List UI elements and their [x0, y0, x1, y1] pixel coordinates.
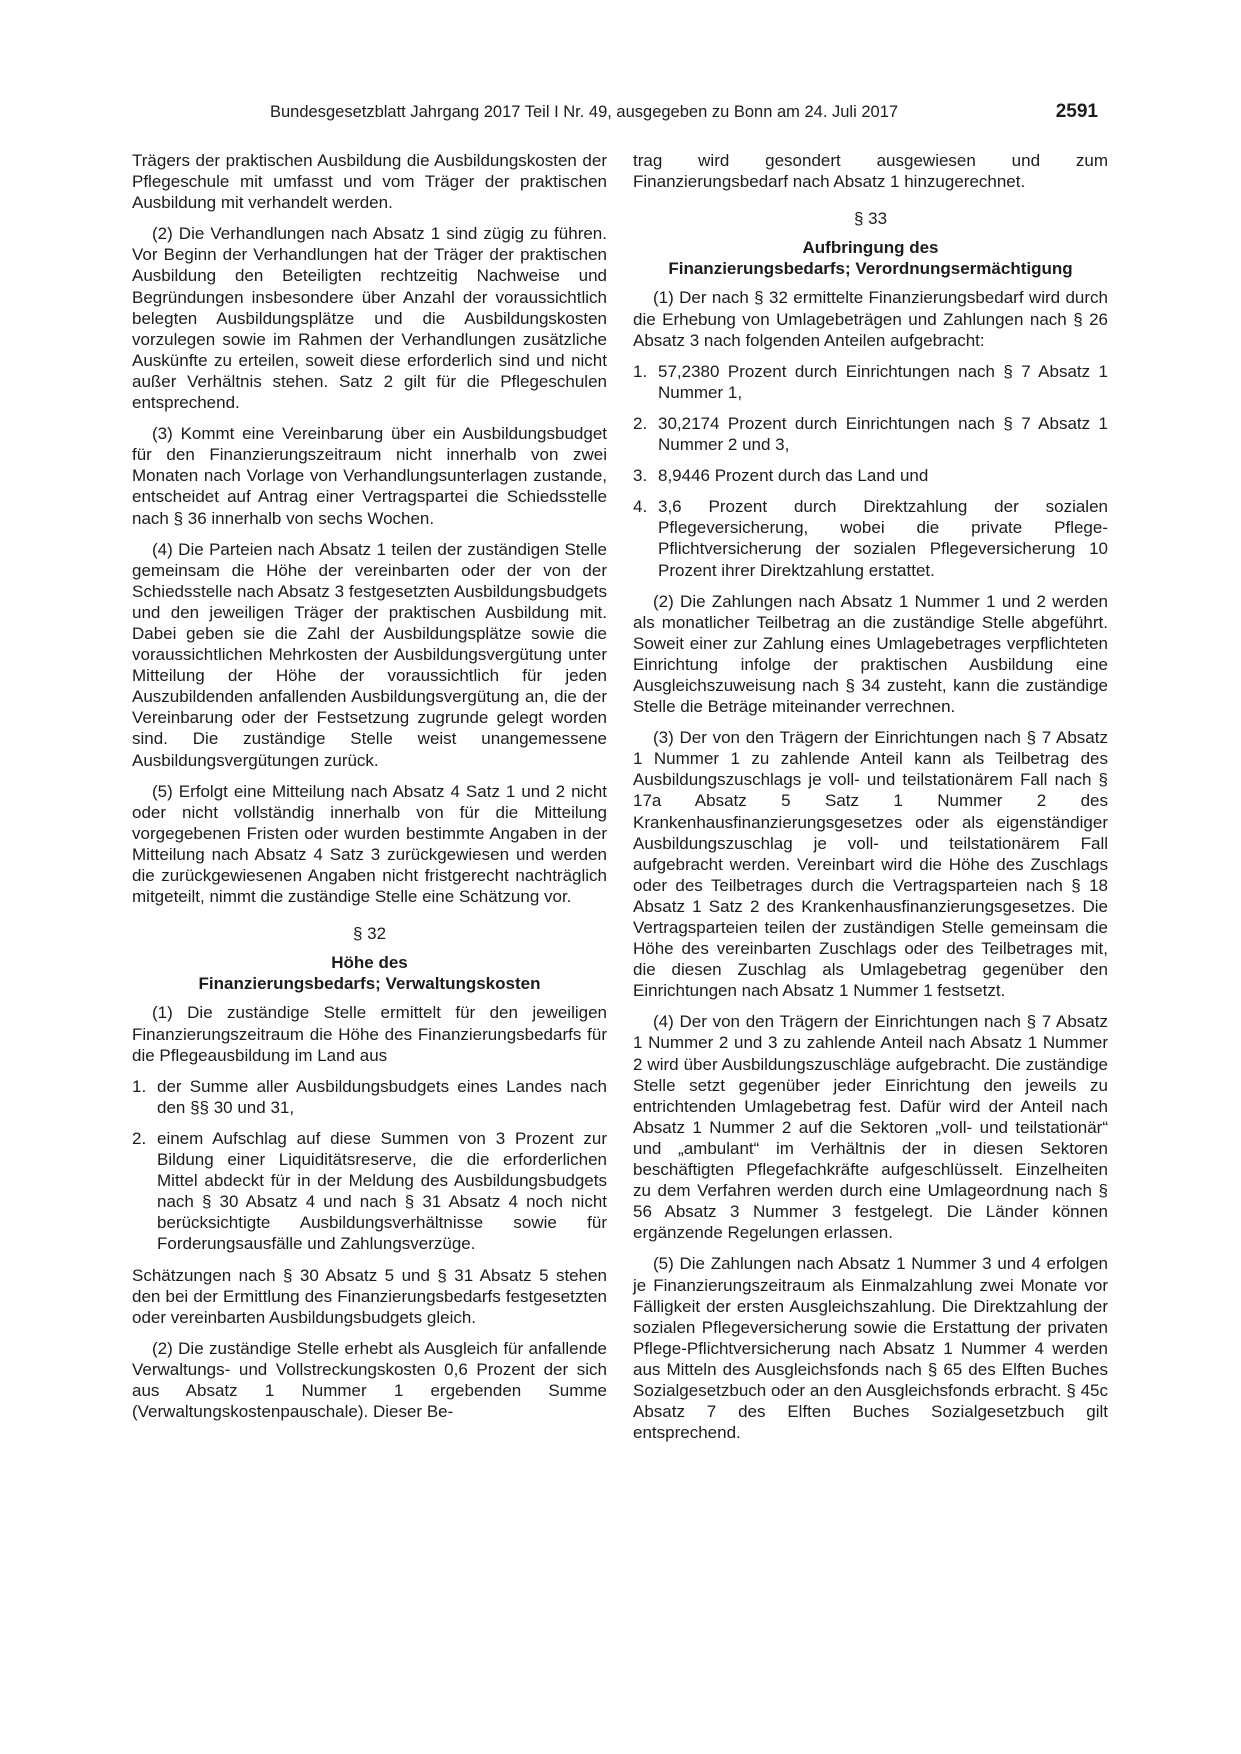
paragraph-continuation: trag wird gesondert ausgewiesen und zum Finanzierungsbedarf nach Absatz 1 hinzugerechnet. [633, 151, 1108, 192]
section-32-title [132, 952, 607, 994]
list-item-number: 2. [633, 413, 648, 433]
list-item-text: 8,9446 Prozent durch das Land und [658, 466, 929, 486]
section-32-list [132, 1076, 607, 1255]
left-column [132, 150, 607, 1432]
paragraph-continuation: Trägers der praktischen Ausbildung die Ausbildungskosten der Pflegeschule mit umfasst und vom Träger der praktischen Ausbildung mit verhandelt werden. [132, 151, 607, 213]
list-item-number: 2. [132, 1128, 147, 1148]
section-32-paragraph-2: (2) Die zuständige Stelle erhebt als Ausgleich für anfallende Verwaltungs- und Vollstreckungskosten 0,6 Prozent der sich aus Absatz 1 Nummer 1 ergebenden Summe (Verwaltungskostenpauschale). Dieser Be- [132, 1338, 607, 1422]
paragraph-5: (5) Erfolgt eine Mitteilung nach Absatz 4 Satz 1 und 2 nicht oder nicht vollständig innerhalb von für die Mitteilung vorgegebenen Fristen oder wurden bestimmte Angaben in der Mitteilung nach Absatz 4 Satz 3 zurückgewiesen und werden die zurückgewiesenen Angaben nicht fristgerecht nachträglich mitgeteilt, nimmt die zuständige Stelle eine Schätzung vor. [132, 781, 607, 907]
section-33-list [633, 361, 1108, 581]
page-number: 2591 [1055, 101, 1098, 122]
running-title: Bundesgesetzblatt Jahrgang 2017 Teil I Nr. 49, ausgegeben zu Bonn am 24. Juli 2017 [270, 103, 899, 121]
section-32-after-list: Schätzungen nach § 30 Absatz 5 und § 31 Absatz 5 stehen den bei der Ermittlung des Finanzierungsbedarfs festgesetzten oder vereinbarten Ausbildungsbudgets gleich. [132, 1265, 607, 1327]
list-item [633, 361, 1108, 403]
list-item-text: einem Aufschlag auf diese Summen von 3 Prozent zur Bildung einer Liquiditätsreserve, die die erforderlichen Mittel abdeckt für in der Meldung des Ausbildungsbudgets nach § 30 Absatz 4 und nach § 31 Absatz 4 noch nicht berücksichtigte Ausbildungsverhältnisse sowie für Forderungsausfälle und Zahlungsverzüge. [157, 1128, 607, 1254]
paragraph-4: (4) Die Parteien nach Absatz 1 teilen der zuständigen Stelle gemeinsam die Höhe der vereinbarten oder der von der Schiedsstelle nach Absatz 3 festgesetzten Ausbildungsbudgets und den jeweiligen Träger der praktischen Ausbildung mit. Dabei geben sie die Zahl der Ausbildungsplätze sowie die voraussichtlichen Mehrkosten der Ausbildungsvergütung unter Mitteilung der Höhe der voraussichtlich für jeden Auszubildenden anfallenden Ausbildungsvergütung an, die der Vereinbarung oder der Festsetzung zugrunde gelegt worden sind. Die zuständige Stelle weist unangemessene Ausbildungsvergütungen zurück. [132, 539, 607, 770]
list-item-number: 1. [633, 361, 648, 381]
list-item [633, 465, 1108, 486]
list-item-text: der Summe aller Ausbildungsbudgets eines Landes nach den §§ 30 und 31, [157, 1076, 607, 1117]
section-33-paragraph-2: (2) Die Zahlungen nach Absatz 1 Nummer 1 und 2 werden als monatlicher Teilbetrag an die zuständige Stelle abgeführt. Soweit einer zur Zahlung eines Umlagebetrages verpflichteten Einrichtung infolge der praktischen Ausbildung eine Ausgleichszuweisung nach § 34 zusteht, kann die zuständige Stelle die Beträge miteinander verrechnen. [633, 591, 1108, 717]
section-33-title-line2: Finanzierungsbedarfs; Verordnungsermächtigung [668, 259, 1073, 279]
list-item-number: 1. [132, 1076, 147, 1096]
list-item-text: 3,6 Prozent durch Direktzahlung der sozialen Pflegeversicherung, wobei die private Pflege-Pflichtversicherung der sozialen Pflegeversicherung 10 Prozent ihrer Direktzahlung erstattet. [658, 497, 1108, 580]
paragraph-2: (2) Die Verhandlungen nach Absatz 1 sind zügig zu führen. Vor Beginn der Verhandlungen hat der Träger der praktischen Ausbildung den Beteiligten rechtzeitig Nachweise und Begründungen insbesondere über Anzahl der voraussichtlich belegten Ausbildungsplätze und die Ausbildungskosten vorzulegen sowie im Rahmen der Verhandlungen zusätzliche Auskünfte zu erteilen, soweit diese erforderlich sind und nicht außer Verhältnis stehen. Satz 2 gilt für die Pflegeschulen entsprechend. [132, 224, 607, 413]
list-item [633, 413, 1108, 455]
list-item [132, 1076, 607, 1118]
section-33-paragraph-3: (3) Der von den Trägern der Einrichtungen nach § 7 Absatz 1 Nummer 1 zu zahlende Anteil kann als Teilbetrag des Ausbildungszuschlags je voll- und teilstationärem Fall nach § 17a Absatz 5 Satz 1 Nummer 2 des Krankenhausfinanzierungsgesetzes oder als eigenständiger Ausbildungszuschlag je voll- und teilstationärem Fall aufgebracht werden. Vereinbart wird die Höhe des Zuschlags oder des Teilbetrages durch die Vertragsparteien nach § 18 Absatz 1 Satz 2 des Krankenhausfinanzierungsgesetzes. Die Vertragsparteien teilen der zuständigen Stelle gemeinsam die Höhe des vereinbarten Zuschlags oder des Teilbetrages mit, die diesen Zuschlag als Umlagebetrag gegenüber den Einrichtungen nach Absatz 1 Nummer 1 festsetzt. [633, 728, 1108, 1001]
paragraph-3: (3) Kommt eine Vereinbarung über ein Ausbildungsbudget für den Finanzierungszeitraum nicht innerhalb von zwei Monaten nach Vorlage von Verhandlungsunterlagen zustande, entscheidet auf Antrag einer Vertragspartei die Schiedsstelle nach § 36 innerhalb von sechs Wochen. [132, 424, 607, 528]
list-item [132, 1128, 607, 1255]
list-item [633, 496, 1108, 580]
section-33-paragraph-1: (1) Der nach § 32 ermittelte Finanzierungsbedarf wird durch die Erhebung von Umlagebeträgen und Zahlungen nach § 26 Absatz 3 nach folgenden Anteilen aufgebracht: [633, 288, 1108, 350]
list-item-text: 57,2380 Prozent durch Einrichtungen nach § 7 Absatz 1 Nummer 1, [658, 361, 1108, 402]
right-column [633, 150, 1108, 1453]
section-32-number: § 32 [352, 924, 387, 944]
section-33-title [633, 237, 1108, 279]
section-33-number: § 33 [853, 209, 888, 229]
list-item-number: 4. [633, 497, 648, 517]
section-32-title-line1: Höhe des [331, 953, 408, 973]
list-item-text: 30,2174 Prozent durch Einrichtungen nach § 7 Absatz 1 Nummer 2 und 3, [658, 413, 1108, 455]
section-33-title-line1: Aufbringung des [802, 238, 939, 258]
page-header [270, 99, 1098, 125]
section-32-paragraph-1: (1) Die zuständige Stelle ermittelt für den jeweiligen Finanzierungszeitraum die Höhe des Finanzierungsbedarfs für die Pflegeausbildung im Land aus [132, 1003, 607, 1065]
section-33-paragraph-4: (4) Der von den Trägern der Einrichtungen nach § 7 Absatz 1 Nummer 2 und 3 zu zahlende Anteil nach Absatz 1 Nummer 2 wird über Ausbildungszuschläge aufgebracht. Die zuständige Stelle setzt gegenüber jeder Einrichtung den jeweils zu entrichtenden Umlagebetrag fest. Dafür wird der Anteil nach Absatz 1 Nummer 2 auf die Sektoren „voll- und teilstationär“ und „ambulant“ im Verhältnis der in diesen Sektoren beschäftigten Pflegefachkräfte aufgeschlüsselt. Einzelheiten zu dem Verfahren werden durch eine Umlageordnung nach § 56 Absatz 3 Nummer 3 festgelegt. Die Länder können ergänzende Regelungen erlassen. [633, 1012, 1108, 1243]
section-33-paragraph-5: (5) Die Zahlungen nach Absatz 1 Nummer 3 und 4 erfolgen je Finanzierungszeitraum als Einmalzahlung zwei Monate vor Fälligkeit der ersten Ausgleichszahlung. Die Direktzahlung der sozialen Pflegeversicherung sowie die Erstattung der privaten Pflege-Pflichtversicherung nach Absatz 1 Nummer 4 werden aus Mitteln des Ausgleichsfonds nach § 65 des Elften Buches Sozialgesetzbuch oder an den Ausgleichsfonds erbracht. § 45c Absatz 7 des Elften Buches Sozialgesetzbuch gilt entsprechend. [633, 1254, 1108, 1443]
list-item-number: 3. [633, 466, 648, 486]
section-32-title-line2: Finanzierungsbedarfs; Verwaltungskosten [198, 974, 541, 994]
